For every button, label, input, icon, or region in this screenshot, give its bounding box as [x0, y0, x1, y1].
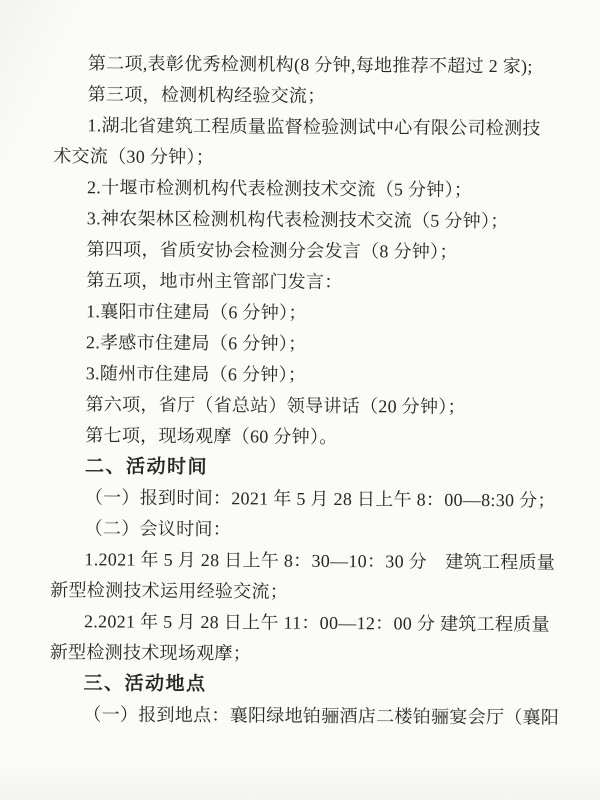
document-line: 第七项，现场观摩（60 分钟）。: [85, 425, 338, 447]
document-line: 术交流（30 分钟）；: [53, 145, 215, 168]
section-heading: 三、活动地点: [83, 673, 207, 696]
document-line: 第六项，省厅（省总站）领导讲话（20 分钟）；: [85, 394, 466, 417]
document-line: 第三项，检测机构经验交流；: [87, 84, 326, 106]
document-line: （一）报到时间：2021 年 5 月 28 日上午 8：00—8:30 分；: [84, 487, 556, 511]
section-heading: 二、活动时间: [85, 456, 209, 479]
document-line: 第四项，省质安协会检测分会发言（8 分钟）；: [86, 239, 458, 262]
document-line: 2.十堰市检测机构代表检测技术交流（5 分钟）；: [86, 177, 473, 200]
document-line: （二）会议时间：: [84, 518, 232, 540]
document-line: 第二项,表彰优秀检测机构(8 分钟,每地推荐不超过 2 家);: [87, 53, 533, 77]
document-line: 2.孝感市住建局（6 分钟）；: [85, 332, 307, 354]
document-line: 1.2021 年 5 月 28 日上午 8：30—10：30 分 建筑工程质量: [84, 549, 556, 573]
document-line: 1.襄阳市住建局（6 分钟）；: [86, 301, 307, 323]
document-line: 3.神农架林区检测机构代表检测技术交流（5 分钟）；: [86, 208, 509, 232]
document-line: 第五项，地市州主管部门发言：: [86, 270, 343, 293]
document-line: （一）报到地点：襄阳绿地铂骊酒店二楼铂骊宴会厅（襄阳: [83, 704, 560, 728]
document-line: 1.湖北省建筑工程质量监督检验测试中心有限公司检测技: [87, 115, 541, 139]
document-content: [49, 48, 559, 734]
document-line: 2.2021 年 5 月 28 日上午 11：00—12：00 分 建筑工程质量: [83, 611, 550, 635]
document-line: 新型检测技术运用经验交流；: [50, 579, 289, 602]
document-line: 3.随州市住建局（6 分钟）；: [85, 363, 307, 385]
document-line: 新型检测技术现场观摩；: [49, 641, 252, 664]
